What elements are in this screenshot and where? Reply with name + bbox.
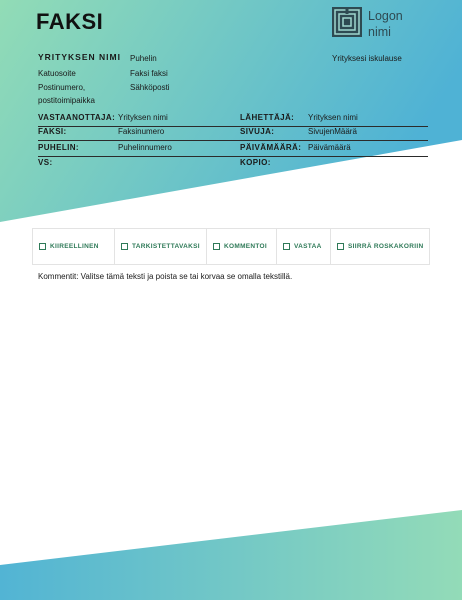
checkbox-reply[interactable] xyxy=(277,229,331,264)
company-street: Katuosoite xyxy=(38,69,76,78)
field-row xyxy=(38,155,428,171)
checkbox-label: SIIRRÄ ROSKAKORIIN xyxy=(348,243,424,250)
company-phone: Puhelin xyxy=(130,54,157,63)
field-value[interactable]: Yrityksen nimi xyxy=(118,113,168,122)
page-title: FAKSI xyxy=(36,9,104,34)
field-value[interactable]: Faksinumero xyxy=(118,127,165,136)
field-label: KOPIO: xyxy=(240,158,271,167)
logo-line-1: Logon xyxy=(368,9,403,23)
checkbox-icon[interactable] xyxy=(121,243,128,250)
logo-icon xyxy=(332,7,362,37)
field-label: FAKSI: xyxy=(38,127,67,136)
field-label: PÄIVÄMÄÄRÄ: xyxy=(240,143,302,152)
field-row xyxy=(38,124,428,141)
field-value[interactable]: SivujenMäärä xyxy=(308,127,357,136)
company-name: YRITYKSEN NIMI xyxy=(38,52,121,62)
logo-name xyxy=(368,8,428,40)
checkbox-icon[interactable] xyxy=(39,243,46,250)
footer-gradient-band xyxy=(0,510,462,600)
company-fax: Faksi faksi xyxy=(130,69,168,78)
company-tagline: Yrityksesi iskulause xyxy=(332,54,402,63)
company-email: Sähköposti xyxy=(130,83,170,92)
field-label: PUHELIN: xyxy=(38,143,79,152)
logo-line-2: nimi xyxy=(368,25,391,39)
checkbox-urgent[interactable] xyxy=(33,229,115,264)
checkbox-label: KOMMENTOI xyxy=(224,243,268,250)
checkbox-icon[interactable] xyxy=(283,243,290,250)
field-label: LÄHETTÄJÄ: xyxy=(240,113,295,122)
field-value[interactable]: Yrityksen nimi xyxy=(308,113,358,122)
checkbox-review[interactable] xyxy=(115,229,207,264)
company-city: Postinumero, postitoimipaikka xyxy=(38,83,95,105)
checkbox-comment[interactable] xyxy=(207,229,277,264)
checkbox-recycle[interactable] xyxy=(331,229,429,264)
field-label: VASTAANOTTAJA: xyxy=(38,113,116,122)
checkbox-icon[interactable] xyxy=(213,243,220,250)
checkbox-label: VASTAA xyxy=(294,243,322,250)
field-label: VS: xyxy=(38,158,53,167)
checkbox-icon[interactable] xyxy=(337,243,344,250)
field-label: SIVUJA: xyxy=(240,127,275,136)
comments-text[interactable]: Kommentit: Valitse tämä teksti ja poista se tai korvaa se omalla tekstillä. xyxy=(38,272,293,281)
checkbox-row xyxy=(32,228,430,265)
checkbox-label: TARKISTETTAVAKSI xyxy=(132,243,200,250)
checkbox-label: KIIREELLINEN xyxy=(50,243,99,250)
field-value[interactable]: Puhelinnumero xyxy=(118,143,172,152)
field-value[interactable]: Päivämäärä xyxy=(308,143,351,152)
